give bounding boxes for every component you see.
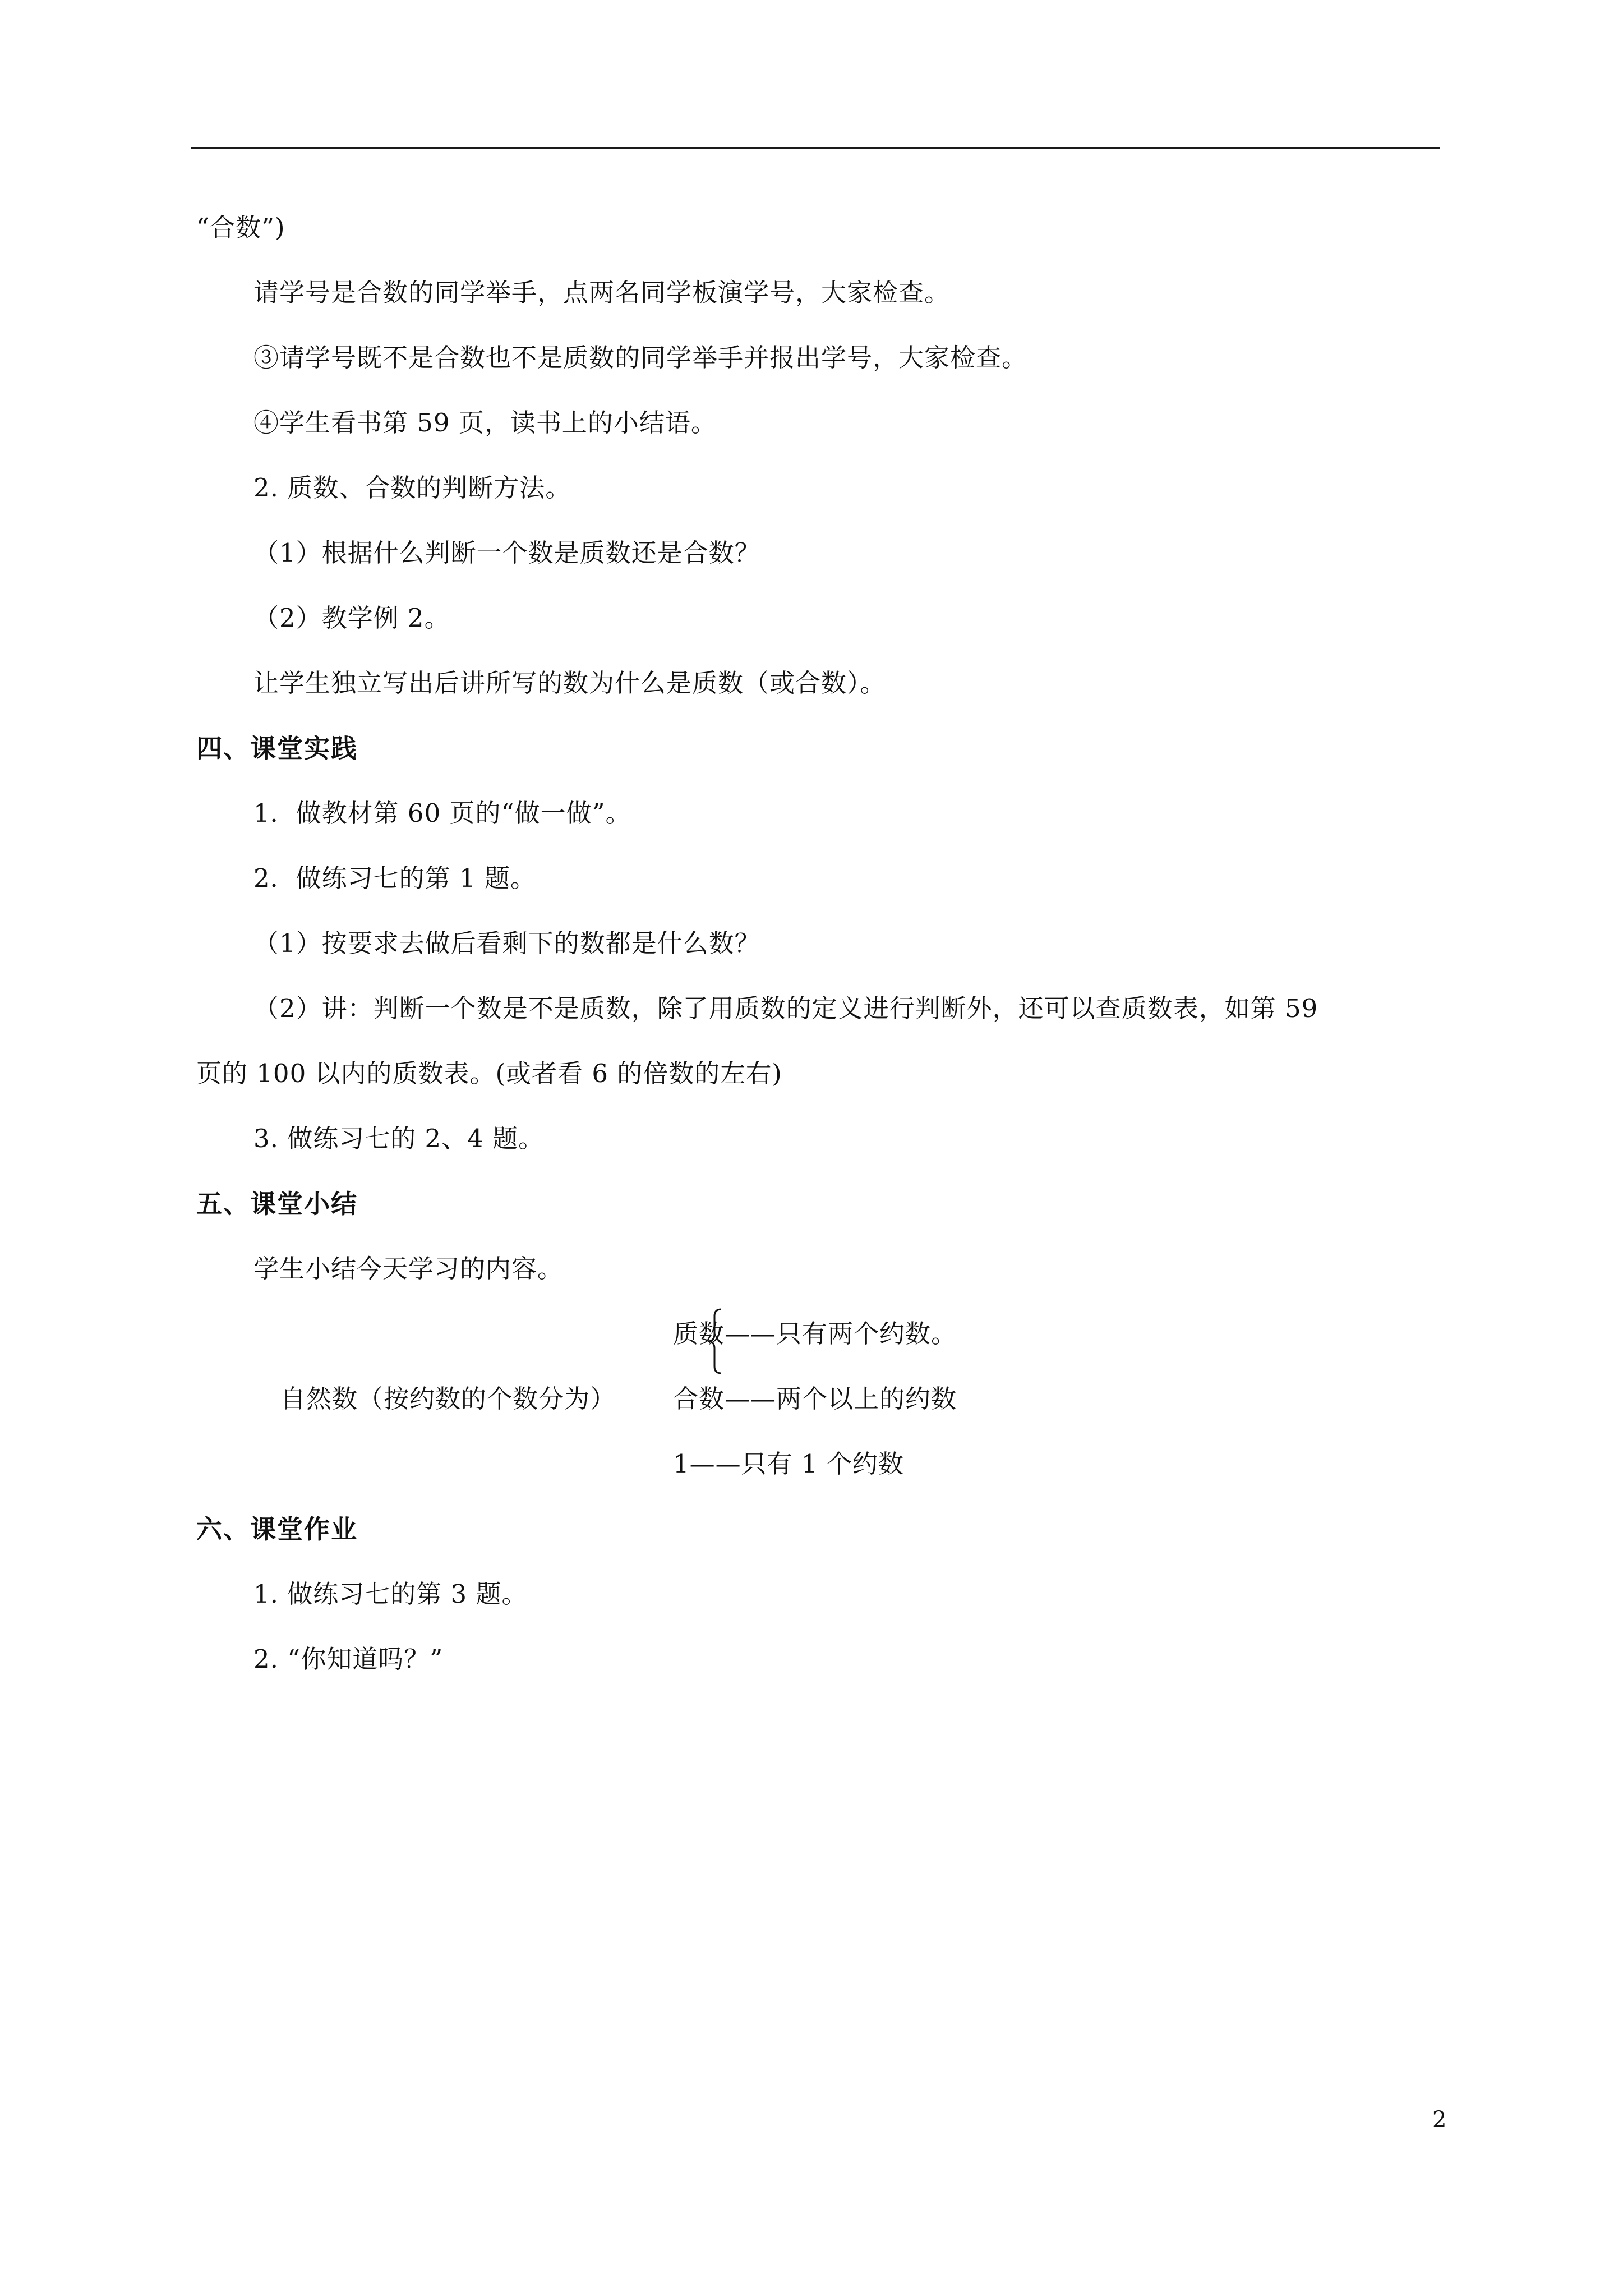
section-heading-summary: 五、课堂小结	[196, 1189, 358, 1219]
text-line: ③请学号既不是合数也不是质数的同学举手并报出学号，大家检查。	[253, 343, 1028, 372]
text-line: ④学生看书第 59 页，读书上的小结语。	[253, 408, 717, 438]
header-rule	[191, 147, 1440, 149]
curly-brace-icon	[708, 1308, 725, 1374]
list-item: 1. 做练习七的第 3 题。	[253, 1579, 528, 1609]
summary-intro: 学生小结今天学习的内容。	[253, 1254, 564, 1283]
diagram-branch-composite: 合数——两个以上的约数	[673, 1384, 957, 1414]
list-item: 1．做教材第 60 页的“做一做”。	[253, 798, 631, 828]
page-number: 2	[1432, 2107, 1447, 2133]
list-item: 2. “你知道吗？”	[253, 1644, 444, 1674]
diagram-branch-prime: 质数——只有两个约数。	[673, 1319, 957, 1349]
text-line: （1）根据什么判断一个数是质数还是合数？	[253, 538, 760, 568]
text-line: 2. 质数、合数的判断方法。	[253, 473, 571, 503]
text-line: 请学号是合数的同学举手，点两名同学板演学号，大家检查。	[253, 278, 951, 307]
list-item: （1）按要求去做后看剩下的数都是什么数？	[253, 928, 760, 958]
diagram-root: 自然数（按约数的个数分为）	[280, 1384, 616, 1414]
list-item: 3. 做练习七的 2、4 题。	[253, 1124, 545, 1153]
list-item: （2）讲：判断一个数是不是质数，除了用质数的定义进行判断外，还可以查质数表，如第 59	[253, 993, 1318, 1023]
text-line: 让学生独立写出后讲所写的数为什么是质数（或合数）。	[253, 668, 886, 698]
diagram-branch-one: 1——只有 1 个约数	[673, 1449, 904, 1479]
section-heading-homework: 六、课堂作业	[196, 1514, 358, 1544]
text-line: “合数”)	[196, 213, 285, 242]
section-heading-practice: 四、课堂实践	[196, 733, 358, 763]
text-line: （2）教学例 2。	[253, 603, 450, 633]
list-item: 页的 100 以内的质数表。(或者看 6 的倍数的左右)	[196, 1059, 782, 1088]
list-item: 2．做练习七的第 1 题。	[253, 863, 536, 893]
